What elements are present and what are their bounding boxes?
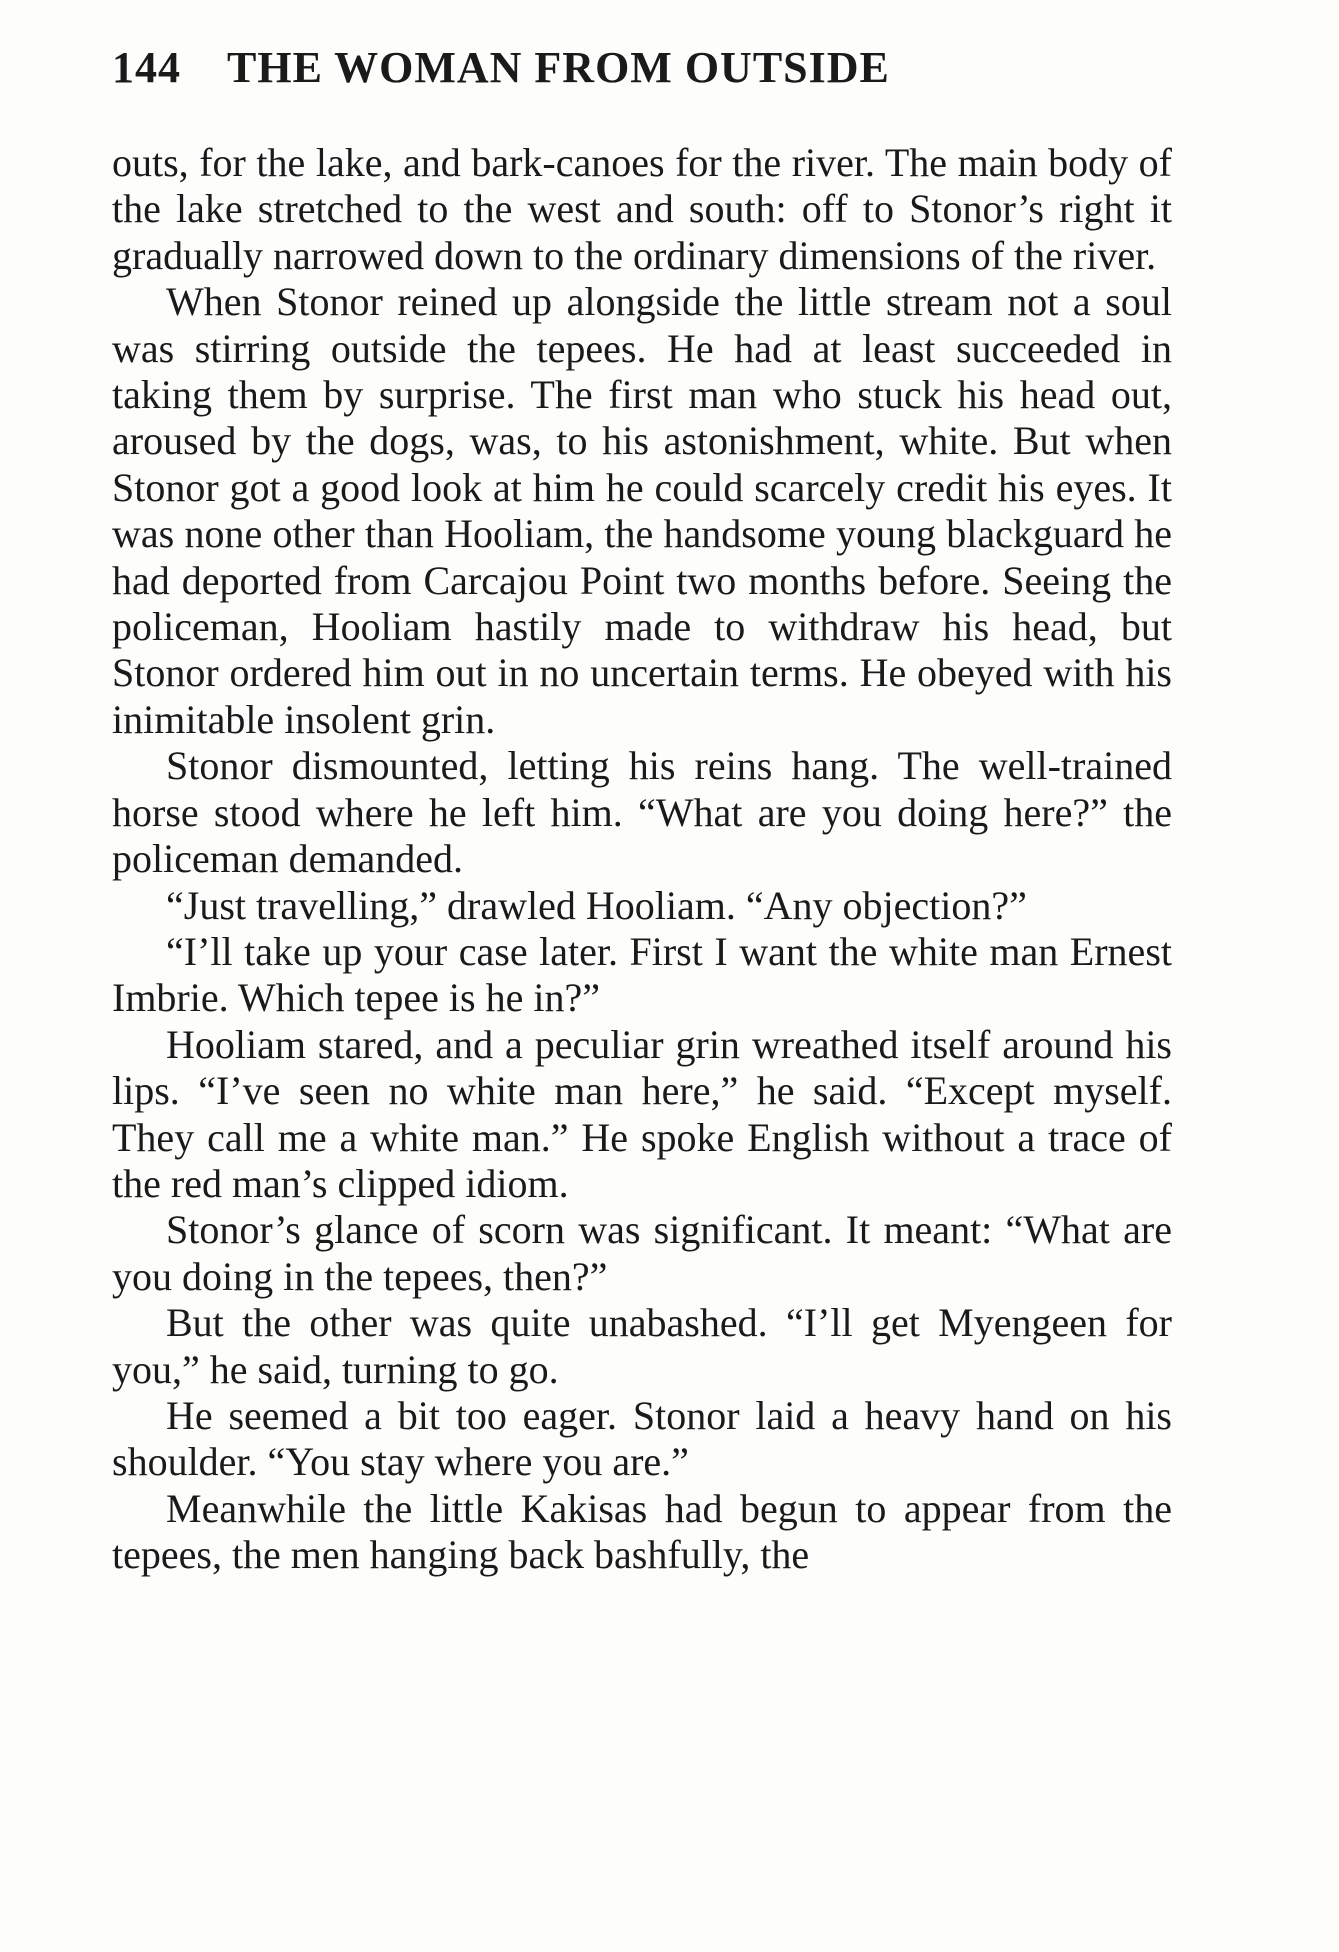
paragraph: When Stonor reined up alongside the little stream not a soul was stirring outside the tepees. He had at least succeeded in taking them by surprise. The first man who stuck his head out, aroused by the dogs, was, to his astonishment, white. But when Stonor got a good look at him he could scarcely credit his eyes. It was none other than Hooliam, the handsome young blackguard he had deported from Carcajou Point two months before. Seeing the policeman, Hooliam hastily made to withdraw his head, but Stonor ordered him out in no uncertain terms. He obeyed with his inimitable insolent grin. bbox=[112, 279, 1172, 742]
paragraph: Stonor dismounted, letting his reins hang. The well-trained horse stood where he left him. “What are you doing here?” the policeman demanded. bbox=[112, 743, 1172, 882]
page-number: 144 bbox=[112, 43, 181, 92]
paragraph-continues: Meanwhile the little Kakisas had begun to appear from the tepees, the men hanging back bashfully, the bbox=[112, 1485, 1172, 1578]
paragraph: He seemed a bit too eager. Stonor laid a heavy hand on his shoulder. “You stay where you are.” bbox=[112, 1392, 1172, 1485]
paragraph: “Just travelling,” drawled Hooliam. “Any objection?” bbox=[166, 882, 1027, 928]
paragraph: But the other was quite unabashed. “I’ll get Myengeen for you,” he said, turning to go. bbox=[112, 1300, 1172, 1392]
paragraph: “I’ll take up your case later. First I want the white man Ernest Imbrie. Which tepee is he in?” bbox=[112, 928, 1172, 1021]
body-text bbox=[112, 140, 1172, 1579]
paragraph: Hooliam stared, and a peculiar grin wreathed itself around his lips. “I’ve seen no white man here,” he said. “Except myself. They call me a white man.” He spoke English without a trace of the red man’s clipped idiom. bbox=[112, 1021, 1172, 1206]
running-head bbox=[112, 38, 1172, 98]
paragraph: Stonor’s glance of scorn was significant. It meant: “What are you doing in the tepees, then?” bbox=[112, 1207, 1172, 1299]
paragraph-continued: outs, for the lake, and bark-canoes for the river. The main body of the lake stretched to the west and south: off to Stonor’s right it gradually narrowed down to the ordinary dimensions of the river. bbox=[112, 140, 1172, 278]
running-title: THE WOMAN FROM OUTSIDE bbox=[227, 43, 890, 92]
